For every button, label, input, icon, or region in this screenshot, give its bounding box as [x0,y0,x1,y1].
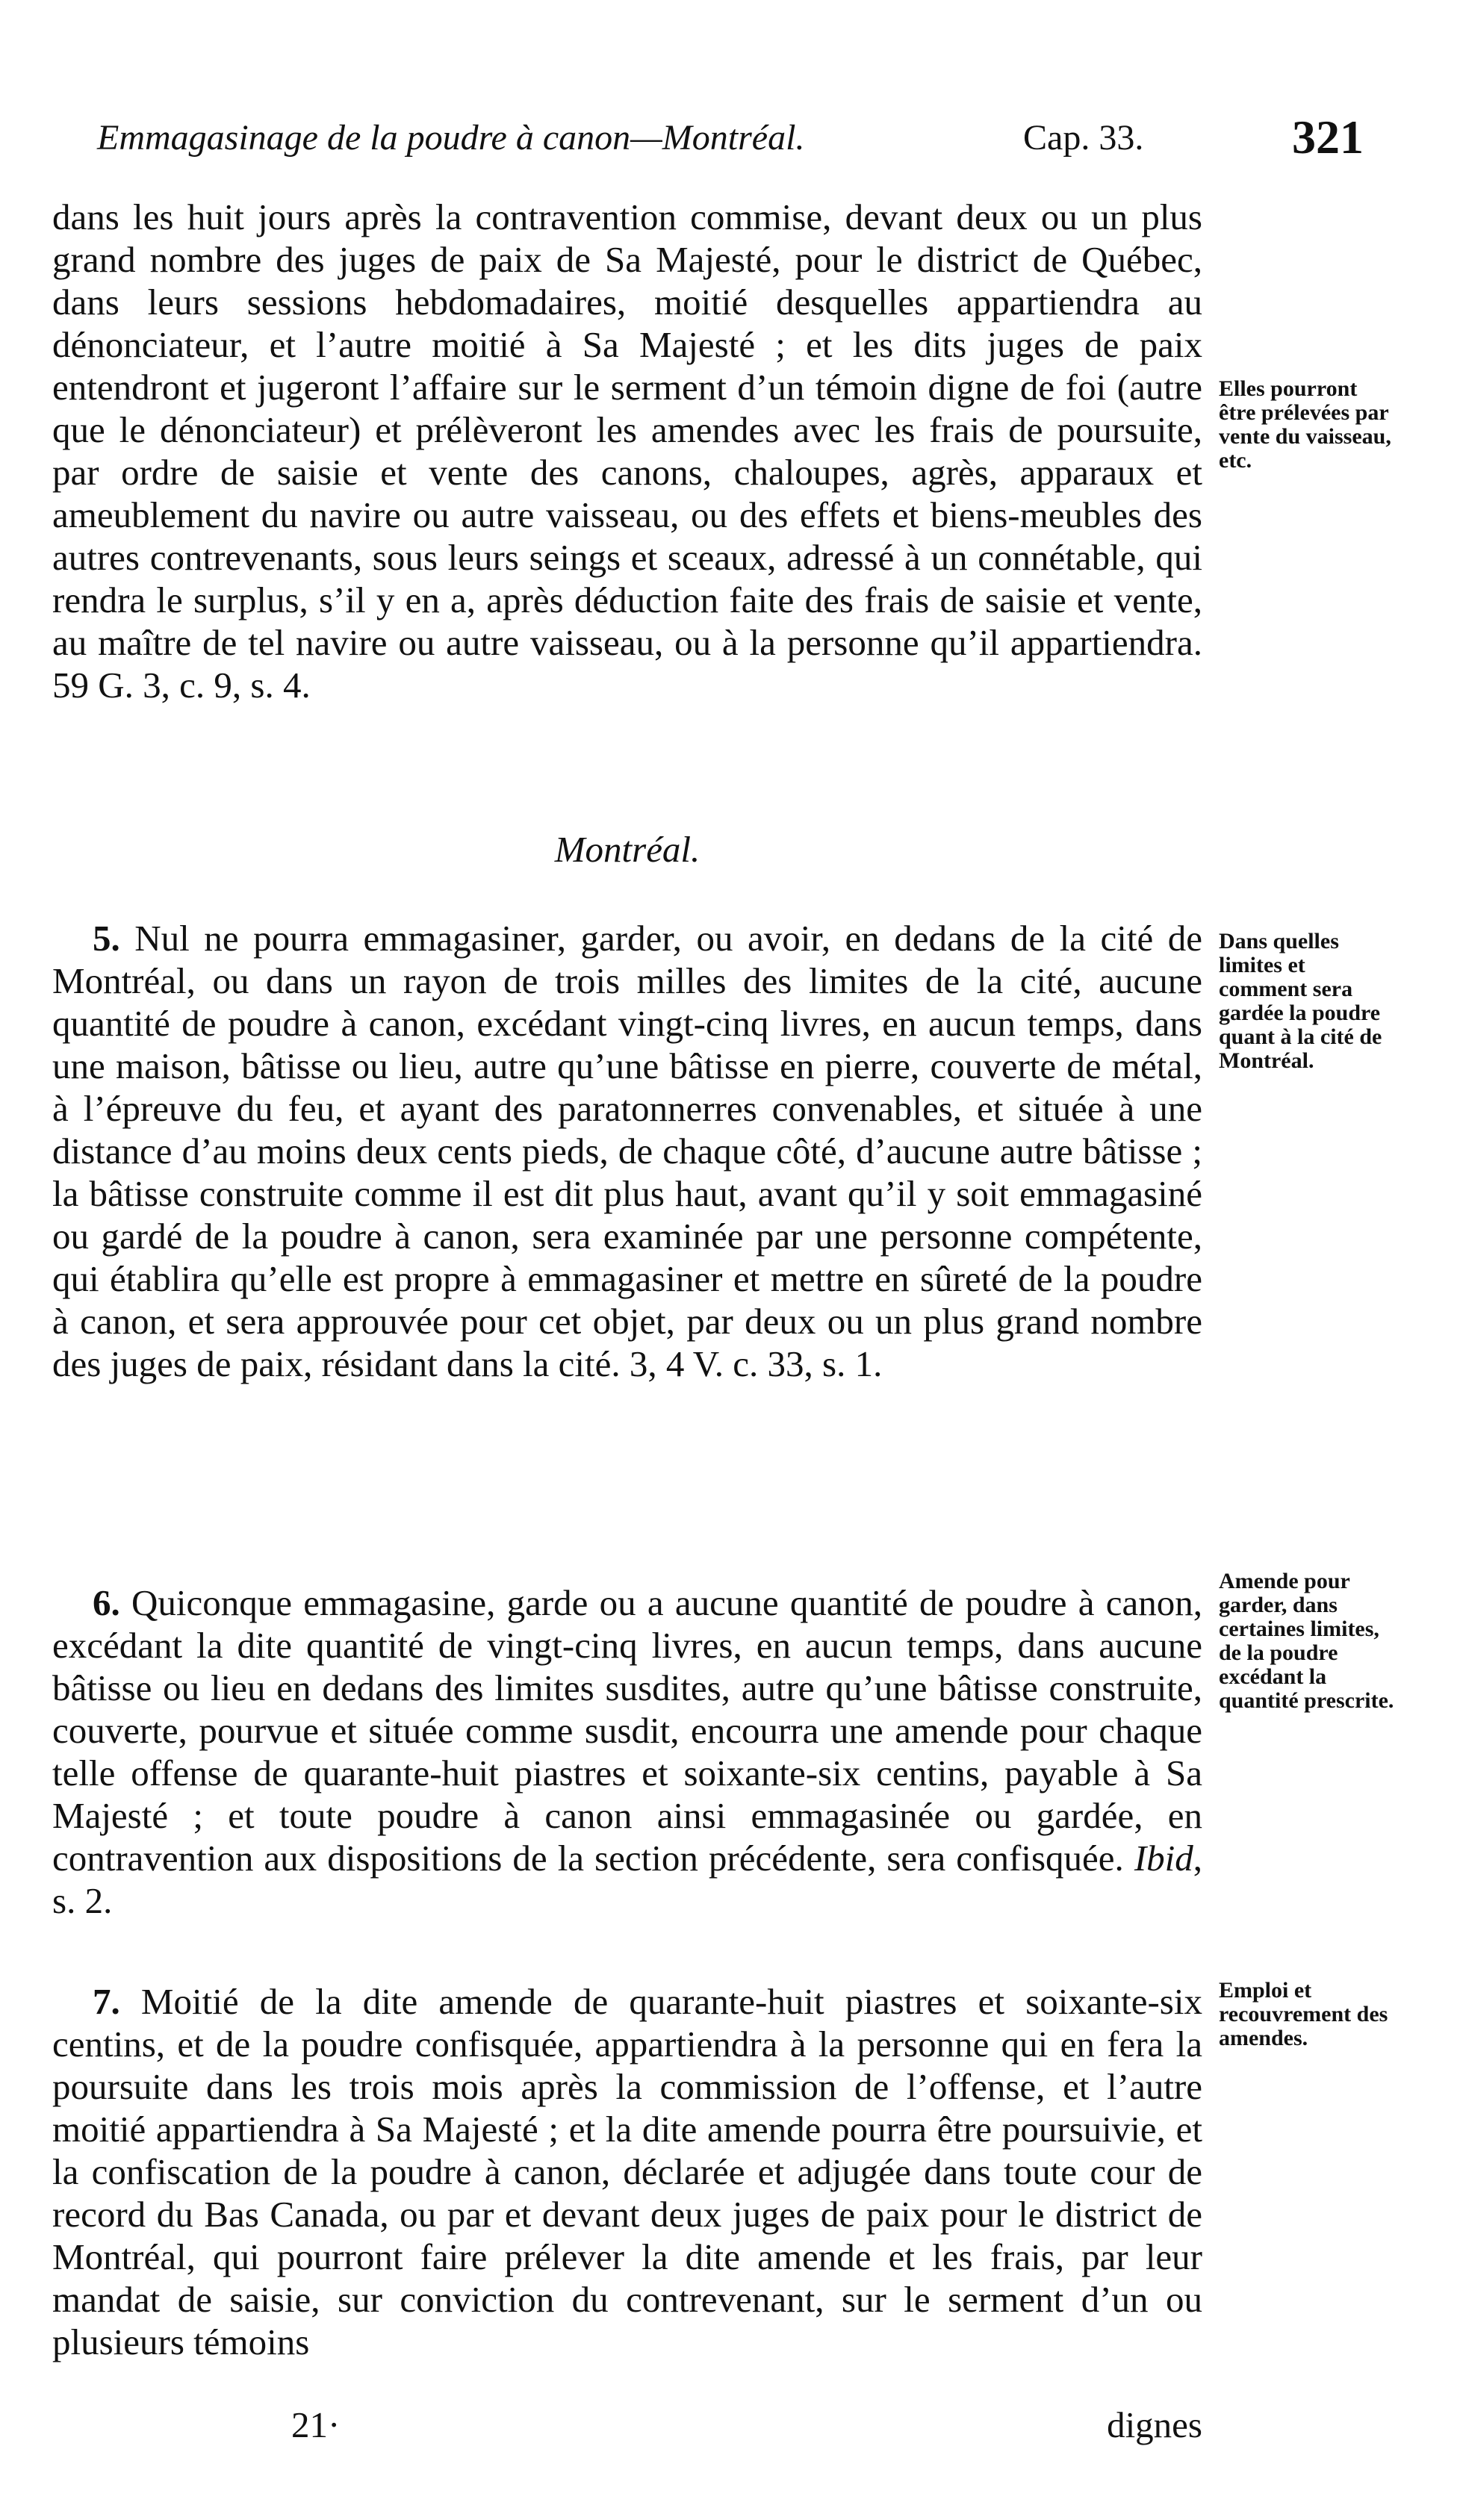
page-footer [52,2403,1202,2448]
page-number: 321 [1292,111,1364,164]
section-6-paragraph [52,1581,1202,1922]
section-7-paragraph [52,1980,1202,2363]
citation-text: , s. 2. [52,1838,1202,1921]
section-5 [52,917,1202,1385]
marginal-note: Emploi et recouvrement des amendes. [1219,1978,1388,2050]
section-number: 7. [93,1981,120,2022]
section-text: Quiconque emmagasine, garde ou a aucune quantité de poudre à canon, excédant la dite quantité de vingt-cinq livres, en aucun temps, dans aucune bâtisse ou lieu en dedans des limites susdites, autre qu’une bâtisse construite, couverte, pourvue et située comme susdit, encourra une amende pour chaque telle offense de quarante-huit piastres et soixante-six centins, payable à Sa Majesté ; et toute poudre à canon ainsi emmagasinée ou gardée, en contravention aux dispositions de la section précédente, sera confisquée. [52,1582,1202,1879]
marginal-note: Dans quelles limites et comment sera gardée la poudre quant à la cité de Montréal. [1219,929,1382,1073]
section-number: 6. [93,1582,120,1623]
paragraph-text: dans les huit jours après la contravention commise, devant deux ou un plus grand nombre des juges de paix de Sa Majesté, pour le district de Québec, dans leurs sessions hebdomadaires, moitié desquelles appartiendra au dénonciateur, et l’autre moitié à Sa Majesté ; et les dits juges de paix entendront et jugeront l’affaire sur le serment d’un témoin digne de foi (autre que le dénonciateur) et prélèveront les amendes avec les frais de poursuite, par ordre de saisie et vente des canons, chaloupes, agrès, apparaux et ameublement du navire ou autre vaisseau, ou des effets et biens-meubles des autres contrevenants, sous leurs seings et sceaux, adressé à un connétable, qui rendra le surplus, s’il y en a, après déduction faite des frais de saisie et vente, au maître de tel navire ou autre vaisseau, ou à la personne qu’il appartiendra. 59 G. 3, c. 9, s. 4. [52,196,1202,706]
marginal-note: Elles pourront être prélevées par vente du vaisseau, etc. [1219,376,1391,473]
catchword: dignes [1107,2404,1202,2445]
section-6 [52,1581,1202,1922]
running-title: Emmagasinage de la poudre à canon—Montréal. [97,118,805,158]
section-text: Nul ne pourra emmagasiner, garder, ou avoir, en dedans de la cité de Montréal, ou dans un rayon de trois milles des limites de la cité, aucune quantité de poudre à canon, excédant vingt-cinq livres, en aucun temps, dans une maison, bâtisse ou lieu, autre qu’une bâtisse en pierre, couverte de métal, à l’épreuve du feu, et ayant des paratonnerres convenables, et située à une distance d’au moins deux cents pieds, de chaque côté, d’aucune autre bâtisse ; la bâtisse construite comme il est dit plus haut, avant qu’il y soit emmagasiné ou gardé de la poudre à canon, sera examinée par une personne compétente, qui établira qu’elle est propre à emmagasiner et mettre en sûreté de la poudre à canon, et sera approuvée pour cet objet, par deux ou un plus grand nombre des juges de paix, résidant dans la cité. 3, 4 V. c. 33, s. 1. [52,918,1202,1384]
signature-mark: 21· [291,2404,341,2445]
marginal-note: Amende pour garder, dans certaines limites, de la poudre excédant la quantité prescrite. [1219,1569,1394,1713]
section-number: 5. [93,918,120,959]
section-5-paragraph [52,917,1202,1385]
running-head [52,112,1382,164]
section-heading-montreal: Montréal. [554,829,701,870]
citation-ibid: Ibid [1134,1838,1193,1879]
section-text: Moitié de la dite amende de quarante-huit piastres et soixante-six centins, et de la poudre confisquée, appartiendra à la personne qui en fera la poursuite dans les trois mois après la commission de l’offense, et l’autre moitié appartiendra à Sa Majesté ; et la dite amende pourra être poursuivie, et la confiscation de la poudre à canon, déclarée et adjugée dans toute cour de record du Bas Canada, ou par et devant deux juges de paix pour le district de Montréal, qui pourront faire prélever la dite amende et les frais, par leur mandat de saisie, sur conviction du contrevenant, sur le serment d’un ou plusieurs témoins [52,1981,1202,2362]
continuation-paragraph [52,196,1202,706]
section-7 [52,1980,1202,2363]
chapter-label: Cap. 33. [1023,118,1144,158]
